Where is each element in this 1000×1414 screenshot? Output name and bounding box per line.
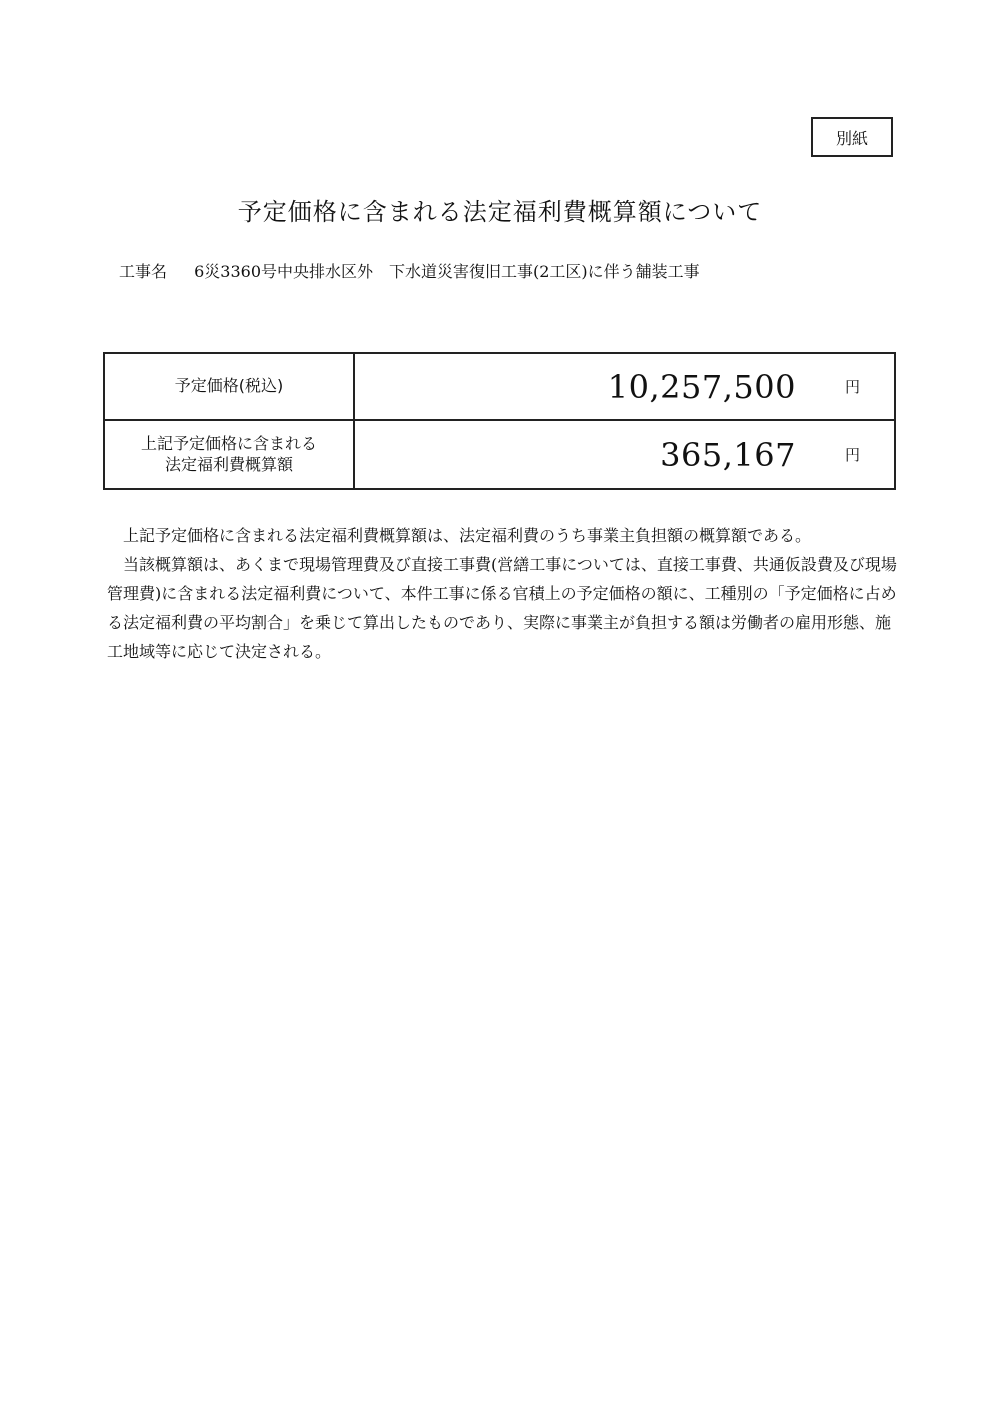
- welfare-label-line-2: 法定福利費概算額: [164, 454, 293, 474]
- project-name-value: 6災3360号中央排水区外 下水道災害復旧工事(2工区)に伴う舗装工事: [194, 262, 700, 281]
- notes-paragraph-2: 当該概算額は、あくまで現場管理費及び直接工事費(営繕工事については、直接工事費、共通仮設費及び現場管理費)に含まれる法定福利費について、本件工事に係る官積上の予定価格の額に、工種別の「予定価格に占める法定福利費の平均割合」を乗じて算出したものであり、実際に事業主が負担する額は労働者の雇用形態、施工地域等に応じて決定される。: [107, 555, 897, 661]
- welfare-label-cell: [105, 421, 355, 488]
- welfare-label-line-1: 上記予定価格に含まれる: [140, 433, 317, 453]
- notes-section: [107, 521, 897, 666]
- welfare-amount: 365,167: [660, 435, 796, 474]
- welfare-unit: 円: [844, 446, 860, 464]
- price-table: [103, 352, 896, 490]
- price-amount: 10,257,500: [607, 367, 796, 406]
- attachment-label: 別紙: [835, 128, 868, 148]
- attachment-label-box: [811, 117, 893, 157]
- price-label-cell: [105, 354, 355, 421]
- price-unit: 円: [844, 378, 860, 396]
- price-value-cell: [355, 354, 894, 421]
- notes-paragraph-1: 上記予定価格に含まれる法定福利費概算額は、法定福利費のうち事業主負担額の概算額である。: [123, 526, 812, 545]
- welfare-value-cell: [355, 421, 894, 488]
- project-name-label: 工事名: [119, 262, 168, 281]
- price-label: 予定価格(税込): [174, 376, 284, 396]
- project-name-line: [119, 259, 700, 282]
- page-title: 予定価格に含まれる法定福利費概算額について: [237, 198, 763, 226]
